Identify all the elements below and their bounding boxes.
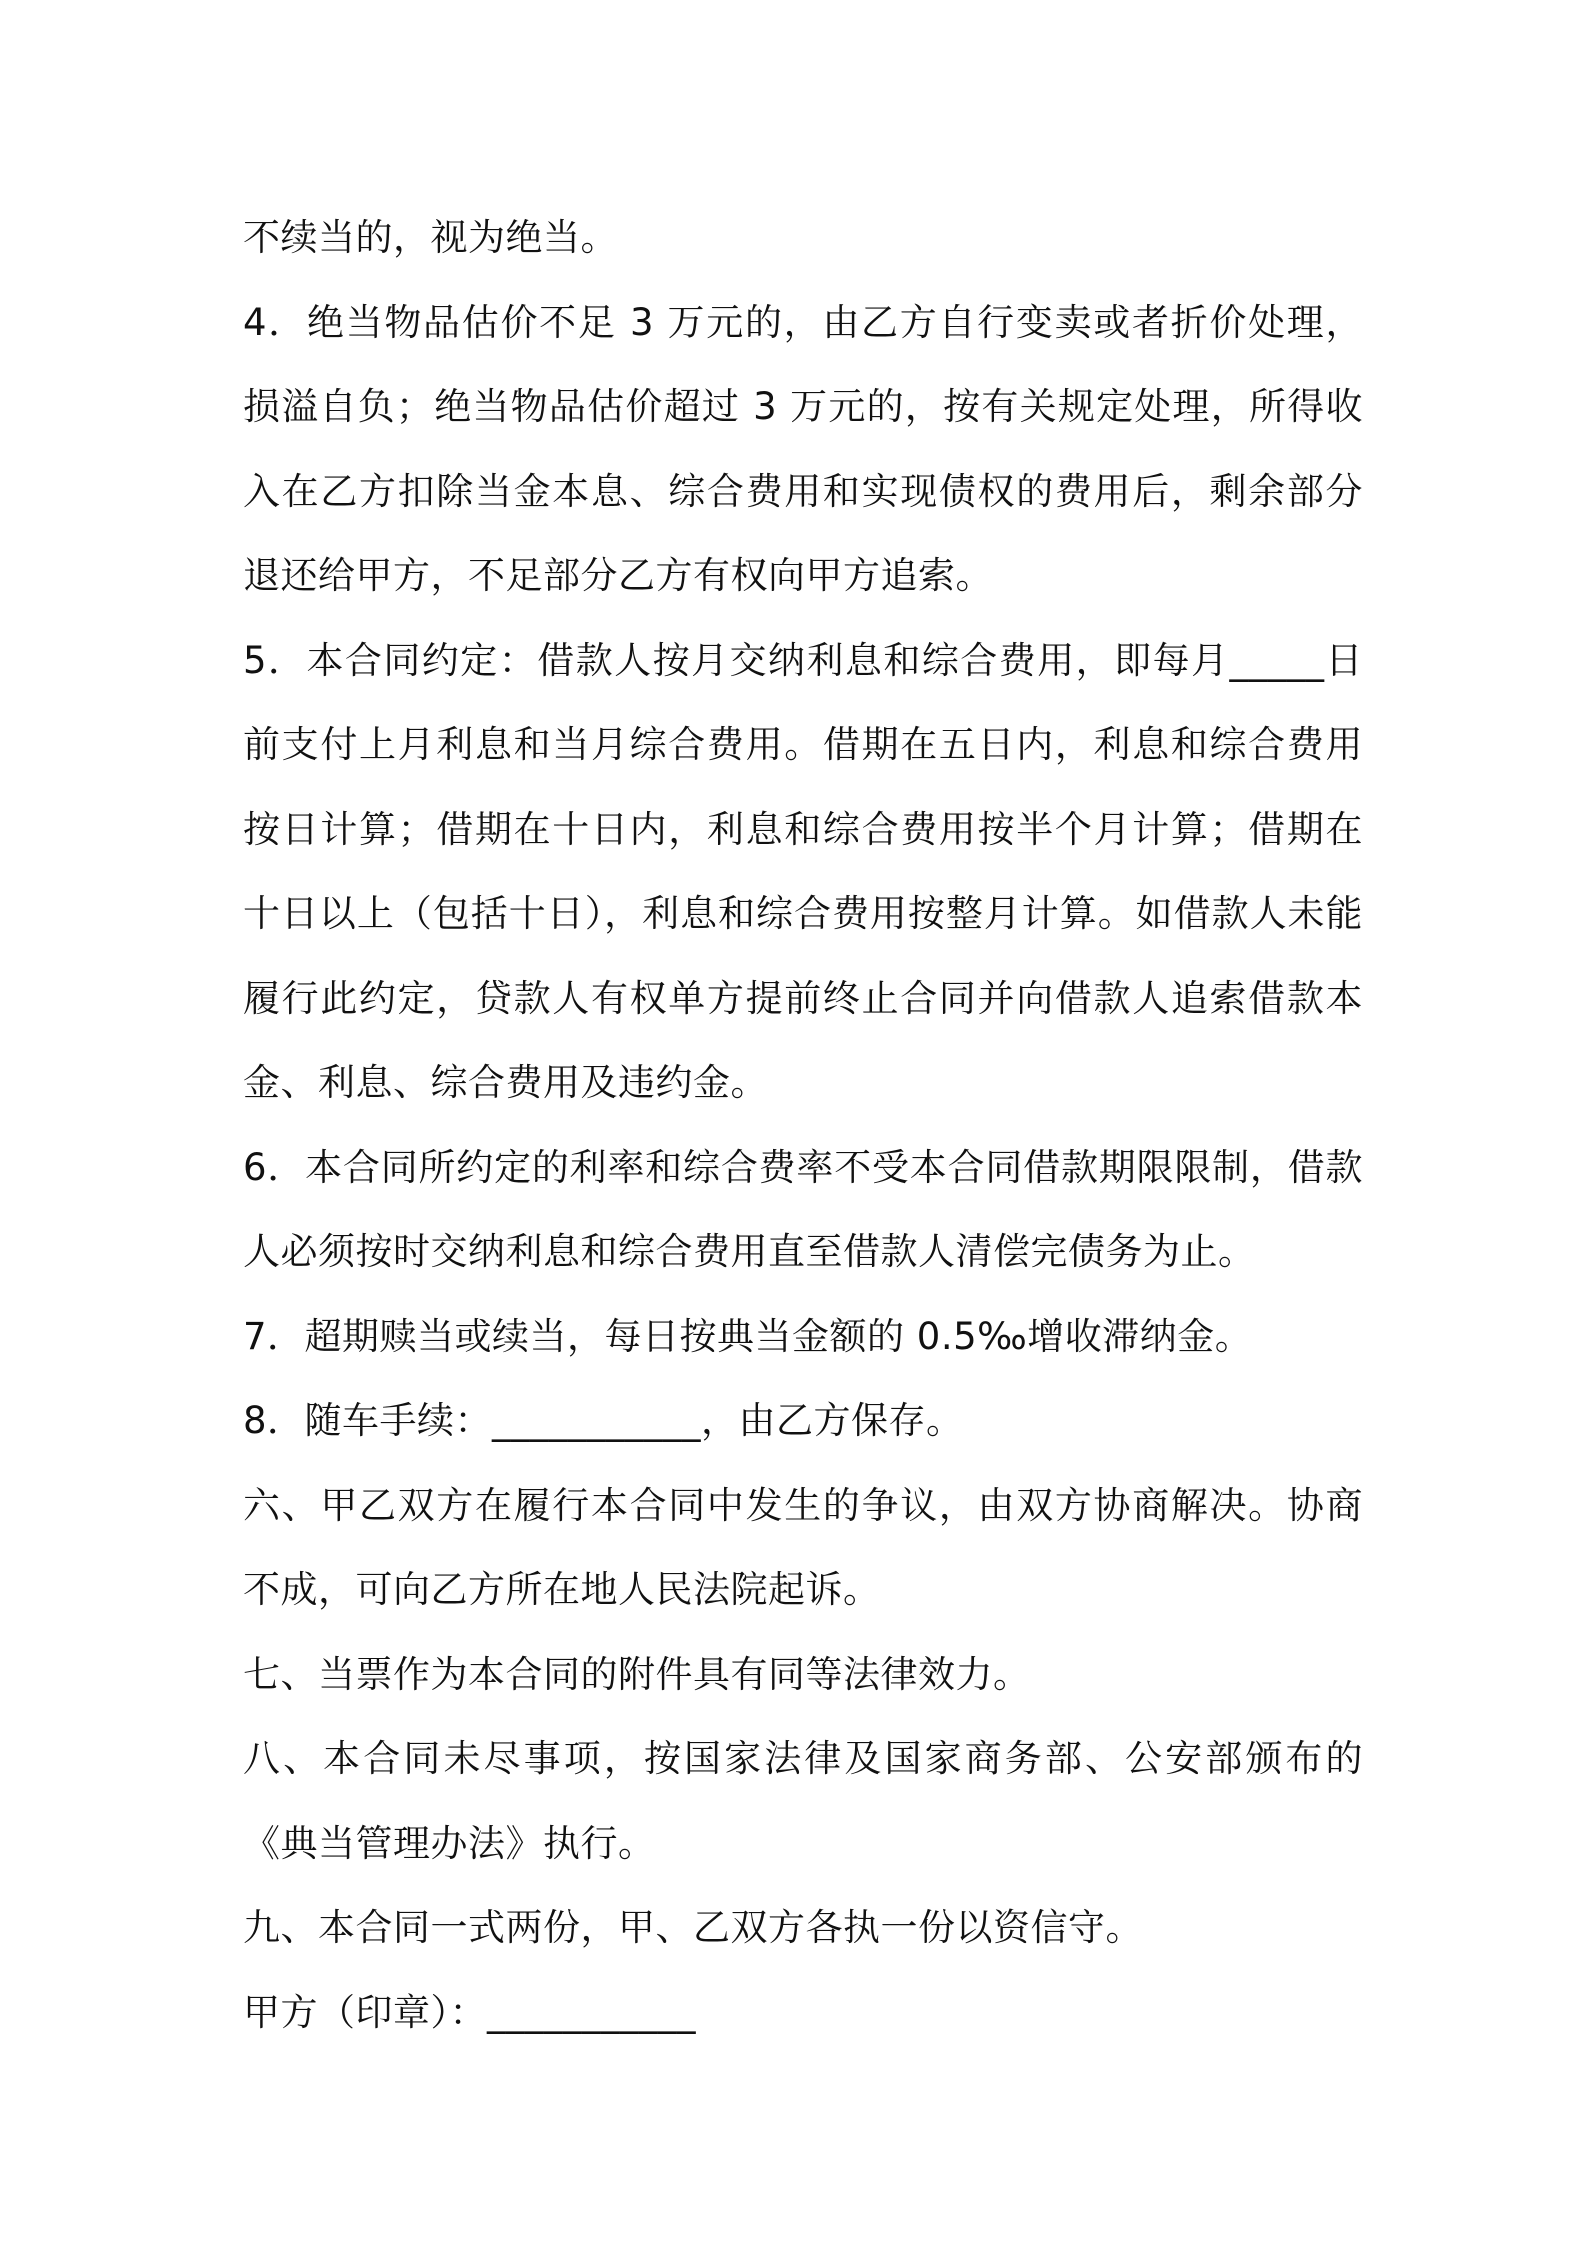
clause-4: 4．绝当物品估价不足 3 万元的，由乙方自行变卖或者折价处理，损溢自负；绝当物品估价超过 3 万元的，按有关规定处理，所得收入在乙方扣除当金本息、综合费用和实现债权的费用后，剩余部分退还给甲方，不足部分乙方有权向甲方追索。: [243, 300, 1363, 597]
article-6: 六、甲乙双方在履行本合同中发生的争议，由双方协商解决。协商不成，可向乙方所在地人民法院起诉。: [243, 1483, 1363, 1611]
party-a-seal-line: 甲方（印章）：___________: [243, 1990, 696, 2034]
article-8: 八、本合同未尽事项，按国家法律及国家商务部、公安部颁布的《典当管理办法》执行。: [243, 1737, 1363, 1865]
paragraph-continuation: 不续当的，视为绝当。: [243, 216, 618, 259]
clause-5: 5．本合同约定：借款人按月交纳利息和综合费用，即每月_____日前支付上月利息和当月综合费用。借期在五日内，利息和综合费用按日计算；借期在十日内，利息和综合费用按半个月计算；借期在十日以上（包括十日），利息和综合费用按整月计算。如借款人未能履行此约定，贷款人有权单方提前终止合同并向借款人追索借款本金、利息、综合费用及违约金。: [243, 638, 1363, 1104]
article-7: 七、当票作为本合同的附件具有同等法律效力。: [243, 1652, 1031, 1696]
clause-8: 8．随车手续：___________，由乙方保存。: [243, 1399, 964, 1442]
article-9: 九、本合同一式两份，甲、乙双方各执一份以资信守。: [243, 1906, 1143, 1949]
clause-6: 6．本合同所约定的利率和综合费率不受本合同借款期限限制，借款人必须按时交纳利息和综合费用直至借款人清偿完债务为止。: [243, 1145, 1363, 1273]
clause-7: 7．超期赎当或续当，每日按典当金额的 0.5‰增收滞纳金。: [243, 1314, 1253, 1358]
document-body: [243, 196, 1363, 2055]
